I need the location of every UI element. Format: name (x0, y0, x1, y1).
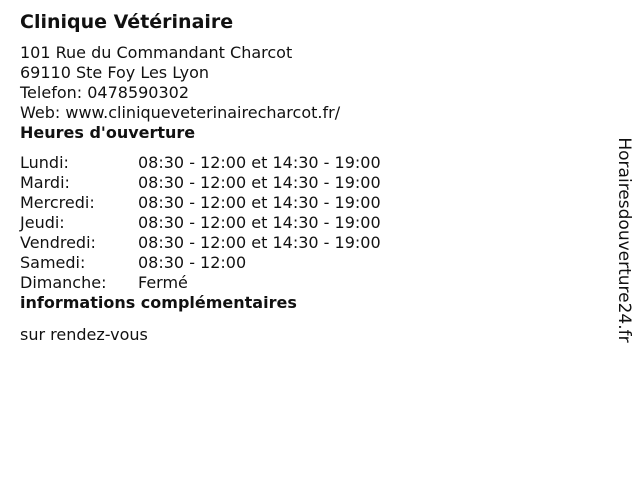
address-street: 101 Rue du Commandant Charcot (20, 43, 293, 62)
day-label: Samedi: (20, 253, 86, 272)
clinic-name: Clinique Vétérinaire (20, 11, 234, 33)
hours-row-mardi (20, 173, 600, 193)
clinic-card (20, 9, 600, 345)
hours-row-dimanche (20, 273, 600, 293)
day-label: Mercredi: (20, 193, 95, 212)
hours-row-mercredi (20, 193, 600, 213)
phone-number[interactable]: Telefon: 0478590302 (20, 83, 190, 102)
time-value: 08:30 - 12:00 et 14:30 - 19:00 (138, 213, 381, 232)
time-value: 08:30 - 12:00 et 14:30 - 19:00 (138, 173, 381, 192)
time-value: 08:30 - 12:00 et 14:30 - 19:00 (138, 233, 381, 252)
time-value: 08:30 - 12:00 (138, 253, 247, 272)
day-label: Mardi: (20, 173, 70, 192)
extra-info-text: sur rendez-vous (20, 325, 148, 344)
hours-row-samedi (20, 253, 600, 273)
address-city: 69110 Ste Foy Les Lyon (20, 63, 210, 82)
day-label: Lundi: (20, 153, 69, 172)
hours-row-jeudi (20, 213, 600, 233)
day-label: Jeudi: (20, 213, 65, 232)
site-watermark: Horairesdouverture24.fr (614, 137, 634, 343)
time-value: 08:30 - 12:00 et 14:30 - 19:00 (138, 153, 381, 172)
website-link[interactable]: Web: www.cliniqueveterinairecharcot.fr/ (20, 103, 341, 122)
hours-row-lundi (20, 153, 600, 173)
opening-hours-table (20, 153, 600, 293)
clinic-address-block (20, 43, 600, 123)
hours-heading: Heures d'ouverture (20, 123, 196, 142)
day-label: Vendredi: (20, 233, 96, 252)
hours-row-vendredi (20, 233, 600, 253)
time-value: Fermé (138, 273, 188, 292)
time-value: 08:30 - 12:00 et 14:30 - 19:00 (138, 193, 381, 212)
extra-info-heading: informations complémentaires (20, 293, 297, 312)
day-label: Dimanche: (20, 273, 107, 292)
